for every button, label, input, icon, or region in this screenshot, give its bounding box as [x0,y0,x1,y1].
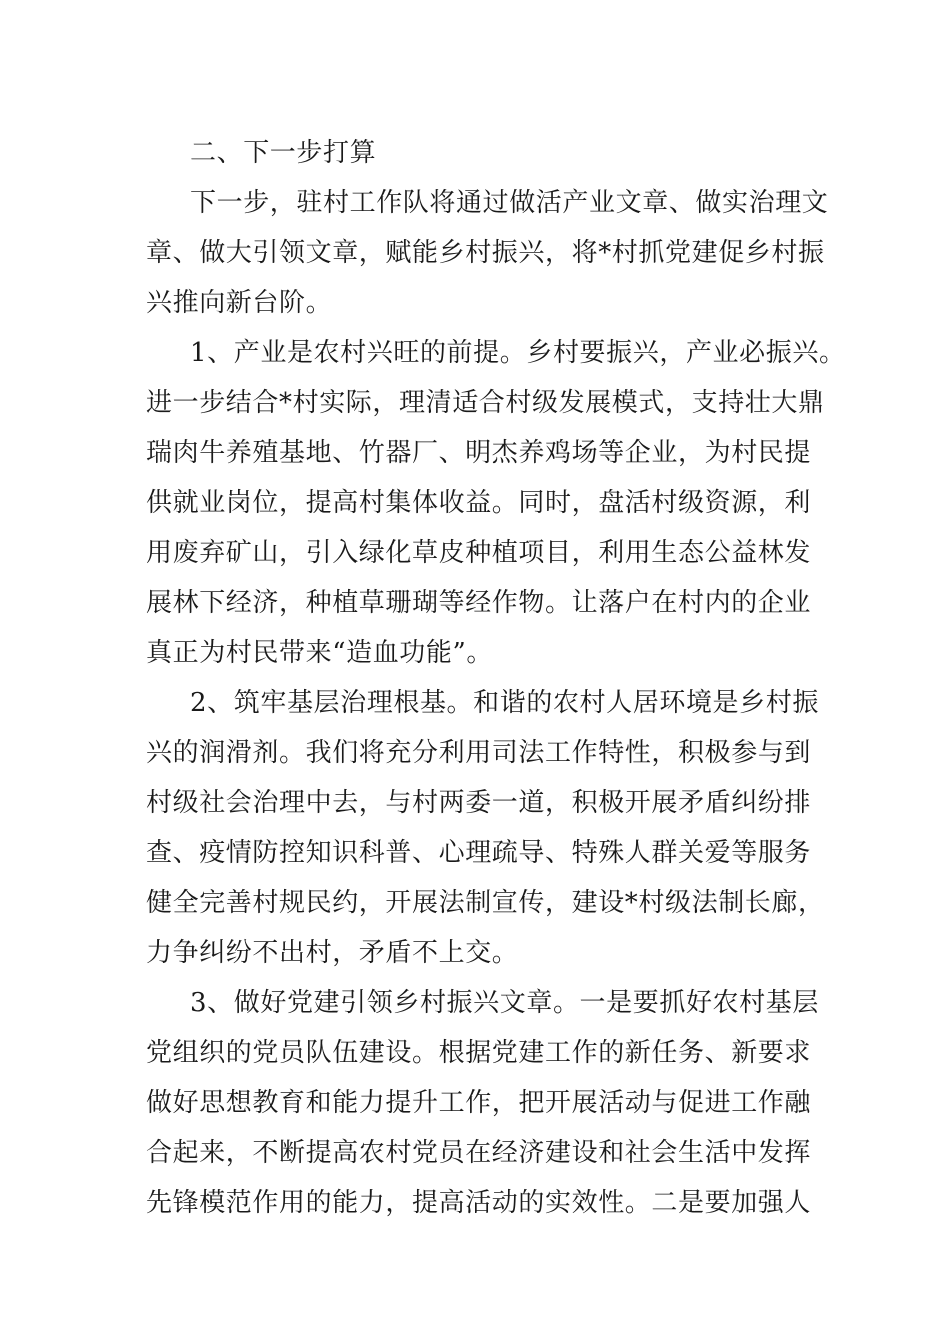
text-line: 合起来，不断提高农村党员在经济建设和社会生活中发挥 [146,1138,812,1168]
text-line: 展林下经济，种植草珊瑚等经作物。让落户在村内的企业 [146,588,812,618]
text-line: 瑞肉牛养殖基地、竹器厂、明杰养鸡场等企业，为村民提 [146,438,812,468]
text-line: 查、疫情防控知识科普、心理疏导、特殊人群关爱等服务 [146,838,812,868]
text-line: 3、做好党建引领乡村振兴文章。一是要抓好农村基层 [190,988,819,1018]
text-line: 党组织的党员队伍建设。根据党建工作的新任务、新要求 [146,1038,812,1068]
text-line: 健全完善村规民约，开展法制宣传，建设*村级法制长廊， [146,888,825,918]
text-line: 兴的润滑剂。我们将充分利用司法工作特性，积极参与到 [146,738,812,768]
text-line: 二、下一步打算 [190,138,377,168]
text-line: 2、筑牢基层治理根基。和谐的农村人居环境是乡村振 [190,688,819,718]
text-line: 力争纠纷不出村，矛盾不上交。 [146,938,519,968]
text-line: 进一步结合*村实际，理清适合村级发展模式，支持壮大鼎 [146,388,825,418]
text-line: 1、产业是农村兴旺的前提。乡村要振兴，产业必振兴。 [190,338,846,368]
text-line: 用废弃矿山，引入绿化草皮种植项目，利用生态公益林发 [146,538,812,568]
document-body [146,128,846,1228]
text-line: 先锋模范作用的能力，提高活动的实效性。二是要加强人 [146,1188,812,1218]
text-line: 章、做大引领文章，赋能乡村振兴，将*村抓党建促乡村振 [146,238,825,268]
text-line: 做好思想教育和能力提升工作，把开展活动与促进工作融 [146,1088,812,1118]
text-line: 兴推向新台阶。 [146,288,333,318]
text-line: 村级社会治理中去，与村两委一道，积极开展矛盾纠纷排 [146,788,812,818]
text-line: 真正为村民带来“造血功能”。 [146,638,493,668]
text-line: 下一步，驻村工作队将通过做活产业文章、做实治理文 [190,188,829,218]
text-line: 供就业岗位，提高村集体收益。同时，盘活村级资源，利 [146,488,812,518]
